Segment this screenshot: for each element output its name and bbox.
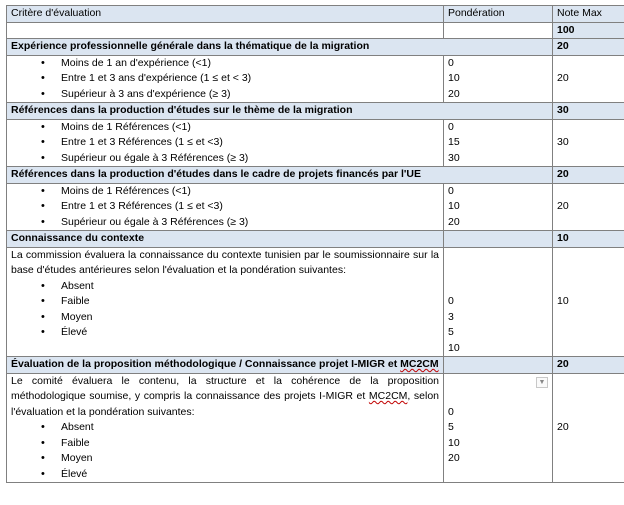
list-item: • Absent	[11, 279, 439, 295]
total-row	[7, 22, 624, 39]
section-max: 30	[553, 103, 624, 120]
section-points	[444, 55, 553, 103]
section-title: Références dans la production d'études dans le cadre de projets financés par l'UE	[7, 167, 553, 184]
section-points	[444, 183, 553, 231]
list-item: • Élevé	[11, 325, 439, 341]
list-item: • Moins de 1 Références (<1)	[11, 184, 439, 200]
header-row	[7, 6, 624, 23]
section-items	[7, 373, 444, 483]
section-note: 30	[553, 119, 624, 167]
points-value: 0	[448, 405, 454, 418]
section-max: 20	[553, 357, 624, 374]
spellcheck-flagged-word: MC2CM	[368, 390, 408, 402]
points-value: 10	[448, 341, 460, 354]
points-value: 10	[448, 436, 460, 449]
section-max: 20	[553, 167, 624, 184]
section-body-row	[7, 373, 624, 483]
section-max: 20	[553, 39, 624, 56]
section-title-spacer	[444, 357, 553, 374]
points-value: 20	[448, 87, 460, 100]
section-note: 10	[553, 247, 624, 357]
section-title: Connaissance du contexte	[7, 231, 444, 248]
points-value: 5	[448, 326, 454, 338]
section-body-row	[7, 183, 624, 231]
section-items	[7, 55, 444, 103]
section-max: 10	[553, 231, 624, 248]
section-points	[444, 119, 553, 167]
points-value: 15	[448, 136, 460, 148]
list-item: • Moins de 1 Références (<1)	[11, 120, 439, 136]
section-title-row	[7, 103, 624, 120]
section-note: 20	[553, 55, 624, 103]
section-items	[7, 247, 444, 357]
section-body-row	[7, 119, 624, 167]
section-note: 20	[553, 373, 624, 483]
points-value: 30	[448, 151, 460, 164]
points-value: 0	[448, 120, 454, 133]
total-value: 100	[553, 22, 624, 39]
points-value: 20	[448, 452, 460, 464]
list-item: • Supérieur ou égale à 3 Références (≥ 3)	[11, 215, 439, 231]
header-criteria: Critère d'évaluation	[7, 6, 444, 23]
section-items	[7, 183, 444, 231]
list-item: • Entre 1 et 3 Références (1 ≤ et <3)	[11, 199, 439, 215]
points-value: 0	[448, 295, 454, 307]
points-value: 3	[448, 310, 454, 323]
list-item: • Moyen	[11, 310, 439, 326]
section-title-row	[7, 39, 624, 56]
points-value: 0	[448, 56, 454, 69]
list-item: • Élevé	[11, 467, 439, 483]
points-value: 10	[448, 72, 460, 84]
total-blank-2	[444, 22, 553, 39]
section-title-row	[7, 231, 624, 248]
section-points	[444, 247, 553, 357]
points-value: 0	[448, 184, 454, 197]
header-max: Note Max	[553, 6, 624, 23]
section-items	[7, 119, 444, 167]
section-description: La commission évaluera la connaissance du contexte tunisien par le soumissionnaire sur la base d'études antérieures selon l'évaluation et la pondération suivantes:	[11, 248, 439, 276]
section-note: 20	[553, 183, 624, 231]
section-title	[7, 357, 444, 374]
list-item: • Moyen	[11, 451, 439, 467]
section-title-spacer	[444, 231, 553, 248]
points-value: 10	[448, 200, 460, 212]
points-value: 5	[448, 421, 454, 433]
list-item: • Faible	[11, 436, 439, 452]
list-item: • Supérieur à 3 ans d'expérience (≥ 3)	[11, 87, 439, 103]
section-title-row	[7, 167, 624, 184]
section-description: Le comité évaluera le contenu, la structure et la cohérence de la proposition méthodologique soumise, y compris la connaissance des projets I-MIGR et MC2CM, selon l'évaluation et la pondération suivantes:	[11, 374, 439, 418]
section-body-row	[7, 247, 624, 357]
header-weighting: Pondération	[444, 6, 553, 23]
section-title-row	[7, 357, 624, 374]
list-item: • Entre 1 et 3 ans d'expérience (1 ≤ et < 3)	[11, 71, 439, 87]
section-title-text: Évaluation de la proposition méthodologique / Connaissance projet I-MIGR et	[11, 358, 401, 370]
total-blank-1	[7, 22, 444, 39]
list-item: • Faible	[11, 294, 439, 310]
section-title: Expérience professionnelle générale dans la thématique de la migration	[7, 39, 553, 56]
dropdown-arrow-icon[interactable]: ▼	[536, 377, 548, 388]
section-body-row	[7, 55, 624, 103]
list-item: • Moins de 1 an d'expérience (<1)	[11, 56, 439, 72]
section-points	[444, 373, 553, 483]
list-item: • Absent	[11, 420, 439, 436]
section-title: Références dans la production d'études sur le thème de la migration	[7, 103, 553, 120]
list-item: • Supérieur ou égale à 3 Références (≥ 3)	[11, 151, 439, 167]
list-item: • Entre 1 et 3 Références (1 ≤ et <3)	[11, 135, 439, 151]
spellcheck-flagged-word: MC2CM	[400, 358, 439, 370]
evaluation-table	[6, 5, 624, 483]
points-value: 20	[448, 215, 460, 228]
